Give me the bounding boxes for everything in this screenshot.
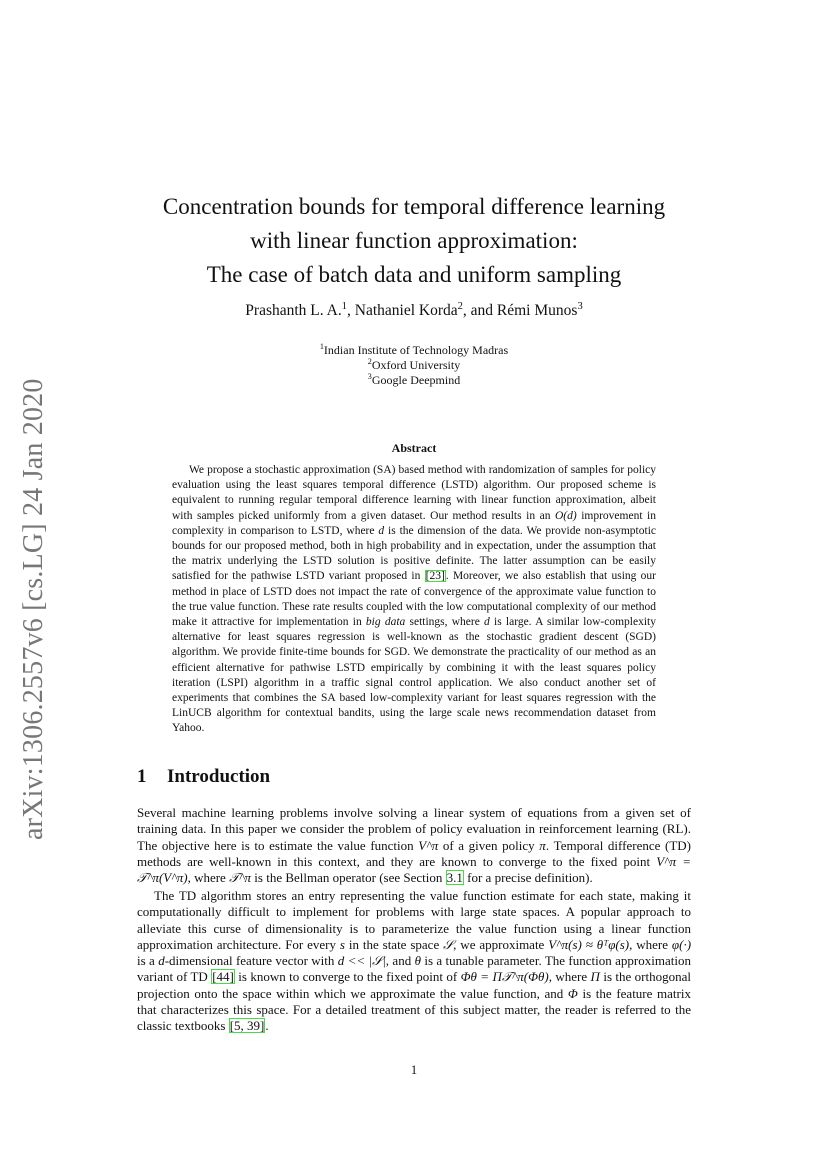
section-number: 1 xyxy=(137,766,147,787)
inline-math: d xyxy=(484,616,490,629)
section-heading xyxy=(137,766,270,788)
inline-math: O(d) xyxy=(554,509,577,522)
arxiv-identifier-stamp: arXiv:1306.2557v6 [cs.LG] 24 Jan 2020 xyxy=(18,378,49,840)
inline-math: s xyxy=(339,936,345,952)
author-name: Nathaniel Korda xyxy=(354,302,458,319)
inline-math: π xyxy=(539,837,546,853)
intro-paragraph: Several machine learning problems involve solving a linear system of equations from a given set of training data. In this paper we consider the problem of policy evaluation in reinforcement learning (RL). The objective here is to estimate the value function V^π of a given policy π. Temporal difference (TD) methods are well-known in this context, and they are known to converge to the fixed point V^π = 𝒯^π(V^π), where 𝒯^π is the Bellman operator (see Section 3.1 for a precise definition). xyxy=(137,805,691,886)
inline-math: Φθ = Π𝒯^π(Φθ) xyxy=(460,969,549,985)
title-line: The case of batch data and uniform sampling xyxy=(206,262,622,287)
title-line: with linear function approximation: xyxy=(250,228,578,253)
citation-link[interactable]: 3.1 xyxy=(446,870,463,886)
affiliation xyxy=(100,358,728,373)
inline-math: 𝒯^π xyxy=(229,870,252,886)
inline-math: d xyxy=(378,524,385,537)
inline-math: V^π = 𝒯^π(V^π) xyxy=(137,853,691,886)
inline-math: V^π xyxy=(418,837,439,853)
abstract-body: We propose a stochastic approximation (SA) based method with randomization of samples for policy evaluation using the least squares temporal difference (LSTD) algorithm. Our proposed scheme is equivalent to running regular temporal difference learning with linear function approximation, albeit with samples picked uniformly from a given dataset. Our method results in an O(d) improvement in complexity in comparison to LSTD, where d is the dimension of the data. We provide non-asymptotic bounds for our proposed method, both in high probability and in expectation, under the assumption that the matrix underlying the LSTD solution is positive definite. The latter assumption can be easily satisfied for the pathwise LSTD variant proposed in [23]. Moreover, we also establish that using our method in place of LSTD does not impact the rate of convergence of the approximate value function to the true value function. These rate results coupled with the low computational complexity of our method make it attractive for implementation in big data settings, where d is large. A similar low-complexity alternative for least squares regression is well-known as the stochastic gradient descent (SGD) algorithm. We provide finite-time bounds for SGD. We demonstrate the practicality of our method as an efficient alternative for pathwise LSTD empirically by combining it with the least squares policy iteration (LSPI) algorithm in a traffic signal control application. We also conduct another set of experiments that combines the SA based low-complexity variant for least squares regression with the LinUCB algorithm for contextual bandits, using the large scale news recommendation dataset from Yahoo. xyxy=(172,464,657,735)
affiliation-mark: 3 xyxy=(367,372,372,381)
page-number: 1 xyxy=(410,1063,418,1077)
author-separator: , xyxy=(347,302,355,319)
affiliation xyxy=(100,373,728,388)
author-list xyxy=(100,302,728,320)
author-affiliation-mark: 1 xyxy=(341,300,347,312)
affiliation xyxy=(100,343,728,358)
inline-math: θ xyxy=(414,953,421,969)
inline-math: V^π(s) ≈ θᵀφ(s) xyxy=(548,936,630,952)
emphasized-text: big data xyxy=(365,616,406,629)
section-title: Introduction xyxy=(167,766,271,787)
author-affiliation-mark: 3 xyxy=(577,300,583,312)
abstract-heading: Abstract xyxy=(391,441,437,455)
affiliation-mark: 2 xyxy=(367,357,372,366)
intro-paragraph: The TD algorithm stores an entry representing the value function estimate for each state, making it computationally difficult to implement for problems with large state spaces. A popular approach to alleviate this curse of dimensionality is to parameterize the value function using a linear function approximation architecture. For every s in the state space 𝒮, we approximate V^π(s) ≈ θᵀφ(s), where φ(·) is a d-dimensional feature vector with d << |𝒮|, and θ is a tunable parameter. The function approximation variant of TD [44] is known to converge to the fixed point of Φθ = Π𝒯^π(Φθ), where Π is the orthogonal projection onto the space within which we approximate the value function, and Φ is the feature matrix that characterizes this space. For a detailed treatment of this subject matter, the reader is referred to the classic textbooks [5, 39]. xyxy=(137,888,692,1034)
inline-math: φ(·) xyxy=(671,936,692,952)
author-name: Prashanth L. A. xyxy=(245,302,342,319)
affiliation-name: Google Deepmind xyxy=(371,373,461,387)
title-line: Concentration bounds for temporal difference learning xyxy=(162,194,666,219)
citation-link[interactable]: [23] xyxy=(425,570,445,583)
author-separator: , and xyxy=(462,302,497,319)
paper-title xyxy=(100,190,728,292)
inline-math: d xyxy=(158,953,165,969)
inline-math: 𝒮 xyxy=(443,936,454,952)
affiliation-mark: 1 xyxy=(319,342,324,351)
citation-link[interactable]: [5, 39] xyxy=(229,1018,265,1034)
affiliation-name: Oxford University xyxy=(371,358,461,372)
affiliation-list xyxy=(100,343,728,388)
affiliation-name: Indian Institute of Technology Madras xyxy=(323,343,509,357)
author-name: Rémi Munos xyxy=(496,302,578,319)
author-affiliation-mark: 2 xyxy=(457,300,463,312)
citation-link[interactable]: [44] xyxy=(212,969,234,985)
inline-math: Π xyxy=(590,969,600,985)
inline-math: Φ xyxy=(567,985,578,1001)
inline-math: d << |𝒮| xyxy=(337,953,386,969)
